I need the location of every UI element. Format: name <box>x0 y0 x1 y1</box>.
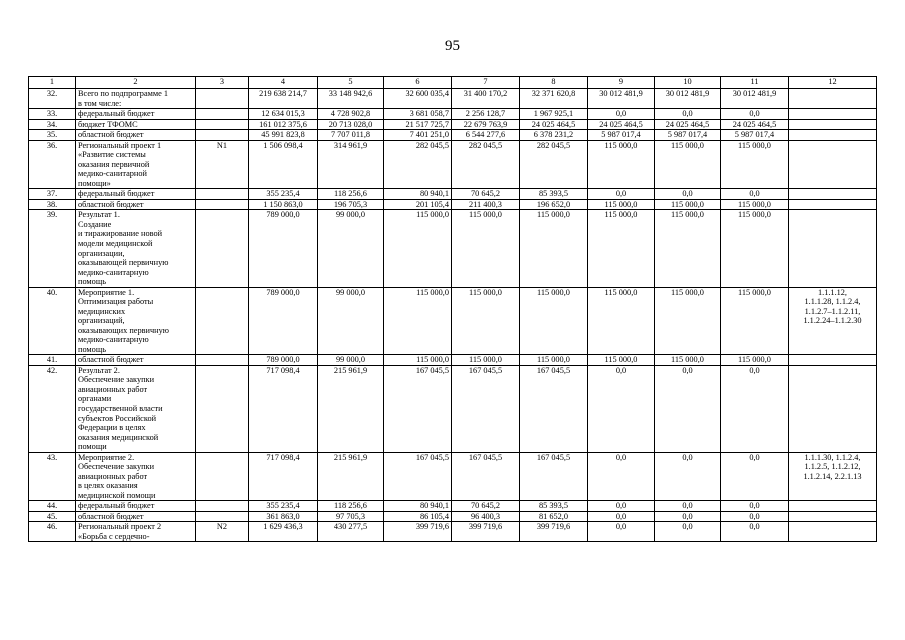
row-reference-cell <box>789 109 877 120</box>
value-cell: 115 000,0 <box>721 140 789 189</box>
row-code-cell <box>196 355 249 366</box>
value-cell: 115 000,0 <box>655 287 721 355</box>
header-cell: 2 <box>76 77 196 89</box>
value-cell: 80 940,1 <box>384 189 452 200</box>
value-cell: 115 000,0 <box>655 140 721 189</box>
value-cell: 115 000,0 <box>452 287 520 355</box>
table-row <box>29 140 877 189</box>
row-reference-cell <box>789 140 877 189</box>
header-cell: 3 <box>196 77 249 89</box>
value-cell: 115 000,0 <box>384 210 452 287</box>
value-cell: 85 393,5 <box>520 189 588 200</box>
value-cell: 118 256,6 <box>318 501 384 512</box>
value-cell: 282 045,5 <box>384 140 452 189</box>
value-cell: 115 000,0 <box>721 287 789 355</box>
value-cell: 45 991 823,8 <box>249 130 318 141</box>
table-row <box>29 210 877 287</box>
row-number-cell: 40. <box>29 287 76 355</box>
value-cell: 196 652,0 <box>520 199 588 210</box>
row-reference-cell <box>789 89 877 109</box>
table-row <box>29 287 877 355</box>
header-cell: 7 <box>452 77 520 89</box>
row-number-cell: 46. <box>29 522 76 542</box>
row-name-cell: областной бюджет <box>76 130 196 141</box>
row-number-cell: 37. <box>29 189 76 200</box>
row-reference-cell <box>789 522 877 542</box>
value-cell: 31 400 170,2 <box>452 89 520 109</box>
value-cell: 115 000,0 <box>721 199 789 210</box>
value-cell: 115 000,0 <box>721 210 789 287</box>
value-cell: 167 045,5 <box>520 365 588 452</box>
value-cell: 32 371 620,8 <box>520 89 588 109</box>
value-cell: 115 000,0 <box>588 199 655 210</box>
row-code-cell <box>196 89 249 109</box>
row-name-cell: Результат 1. Создание и тиражирование новой модели медицинской организации, оказывающей первичную медико-санитарную помощь <box>76 210 196 287</box>
row-name-cell: областной бюджет <box>76 355 196 366</box>
value-cell: 2 256 128,7 <box>452 109 520 120</box>
row-reference-cell <box>789 210 877 287</box>
value-cell: 399 719,6 <box>520 522 588 542</box>
value-cell: 215 961,9 <box>318 452 384 501</box>
row-reference-cell <box>789 189 877 200</box>
value-cell: 6 544 277,6 <box>452 130 520 141</box>
row-reference-cell: 1.1.1.30, 1.1.2.4, 1.1.2.5, 1.1.2.12, 1.1.2.14, 2.2.1.13 <box>789 452 877 501</box>
row-number-cell: 41. <box>29 355 76 366</box>
row-reference-cell <box>789 199 877 210</box>
value-cell: 0,0 <box>588 452 655 501</box>
value-cell: 33 148 942,6 <box>318 89 384 109</box>
value-cell: 30 012 481,9 <box>721 89 789 109</box>
value-cell: 0,0 <box>655 365 721 452</box>
row-name-cell: Региональный проект 1 «Развитие системы оказания первичной медико-санитарной помощи» <box>76 140 196 189</box>
row-name-cell: Региональный проект 2 «Борьба с сердечно- <box>76 522 196 542</box>
value-cell: 7 707 011,8 <box>318 130 384 141</box>
table-row <box>29 501 877 512</box>
value-cell: 24 025 464,5 <box>520 119 588 130</box>
table-row <box>29 511 877 522</box>
row-code-cell <box>196 130 249 141</box>
row-code-cell: N2 <box>196 522 249 542</box>
value-cell: 0,0 <box>721 511 789 522</box>
row-reference-cell <box>789 511 877 522</box>
value-cell: 99 000,0 <box>318 210 384 287</box>
value-cell: 115 000,0 <box>520 355 588 366</box>
value-cell: 115 000,0 <box>655 355 721 366</box>
value-cell: 0,0 <box>655 109 721 120</box>
value-cell: 211 400,3 <box>452 199 520 210</box>
value-cell: 0,0 <box>655 522 721 542</box>
table-row <box>29 355 877 366</box>
header-cell: 9 <box>588 77 655 89</box>
header-cell: 6 <box>384 77 452 89</box>
value-cell: 0,0 <box>588 501 655 512</box>
value-cell: 789 000,0 <box>249 355 318 366</box>
value-cell: 5 987 017,4 <box>721 130 789 141</box>
value-cell: 399 719,6 <box>384 522 452 542</box>
row-name-cell: Всего по подпрограмме 1 в том числе: <box>76 89 196 109</box>
header-cell: 10 <box>655 77 721 89</box>
row-number-cell: 45. <box>29 511 76 522</box>
value-cell: 0,0 <box>588 522 655 542</box>
row-reference-cell <box>789 130 877 141</box>
row-name-cell: федеральный бюджет <box>76 189 196 200</box>
value-cell: 32 600 035,4 <box>384 89 452 109</box>
header-cell: 11 <box>721 77 789 89</box>
row-name-cell: бюджет ТФОМС <box>76 119 196 130</box>
table-row <box>29 365 877 452</box>
header-cell: 12 <box>789 77 877 89</box>
page-number: 95 <box>445 38 460 54</box>
value-cell: 20 713 028,0 <box>318 119 384 130</box>
value-cell: 167 045,5 <box>452 452 520 501</box>
row-number-cell: 35. <box>29 130 76 141</box>
table-row <box>29 522 877 542</box>
value-cell: 1 150 863,0 <box>249 199 318 210</box>
value-cell: 167 045,5 <box>384 365 452 452</box>
value-cell: 21 517 725,7 <box>384 119 452 130</box>
row-code-cell <box>196 365 249 452</box>
value-cell: 30 012 481,9 <box>588 89 655 109</box>
value-cell: 282 045,5 <box>452 140 520 189</box>
value-cell: 24 025 464,5 <box>655 119 721 130</box>
row-reference-cell <box>789 501 877 512</box>
value-cell: 5 987 017,4 <box>588 130 655 141</box>
row-code-cell <box>196 287 249 355</box>
row-number-cell: 42. <box>29 365 76 452</box>
header-row <box>29 77 877 89</box>
table-row <box>29 189 877 200</box>
value-cell: 24 025 464,5 <box>588 119 655 130</box>
value-cell: 115 000,0 <box>384 355 452 366</box>
value-cell: 717 098,4 <box>249 365 318 452</box>
value-cell: 115 000,0 <box>384 287 452 355</box>
row-name-cell: Мероприятие 2. Обеспечение закупки авиационных работ в целях оказания медицинской помощи <box>76 452 196 501</box>
value-cell: 7 401 251,0 <box>384 130 452 141</box>
row-number-cell: 38. <box>29 199 76 210</box>
value-cell: 282 045,5 <box>520 140 588 189</box>
value-cell: 80 940,1 <box>384 501 452 512</box>
row-name-cell: Результат 2. Обеспечение закупки авиационных работ органами государственной власти субъектов Российской Федерации в целях оказания медицинской помощи <box>76 365 196 452</box>
value-cell: 3 681 058,7 <box>384 109 452 120</box>
value-cell: 99 000,0 <box>318 355 384 366</box>
value-cell: 0,0 <box>655 452 721 501</box>
value-cell: 430 277,5 <box>318 522 384 542</box>
value-cell: 399 719,6 <box>452 522 520 542</box>
budget-table <box>28 76 877 542</box>
row-code-cell <box>196 501 249 512</box>
row-name-cell: федеральный бюджет <box>76 109 196 120</box>
row-number-cell: 32. <box>29 89 76 109</box>
value-cell: 81 652,0 <box>520 511 588 522</box>
value-cell: 219 638 214,7 <box>249 89 318 109</box>
row-name-cell: Мероприятие 1. Оптимизация работы медицинских организаций, оказывающих первичную медико-санитарную помощь <box>76 287 196 355</box>
table-row <box>29 130 877 141</box>
value-cell: 0,0 <box>721 109 789 120</box>
value-cell: 96 400,3 <box>452 511 520 522</box>
value-cell: 0,0 <box>655 511 721 522</box>
value-cell: 115 000,0 <box>721 355 789 366</box>
value-cell: 85 393,5 <box>520 501 588 512</box>
row-code-cell <box>196 210 249 287</box>
value-cell: 115 000,0 <box>655 199 721 210</box>
row-number-cell: 43. <box>29 452 76 501</box>
row-code-cell <box>196 109 249 120</box>
value-cell: 0,0 <box>721 522 789 542</box>
header-cell: 1 <box>29 77 76 89</box>
value-cell: 167 045,5 <box>452 365 520 452</box>
table-row <box>29 199 877 210</box>
table-row <box>29 119 877 130</box>
row-number-cell: 36. <box>29 140 76 189</box>
row-reference-cell <box>789 365 877 452</box>
value-cell: 355 235,4 <box>249 501 318 512</box>
value-cell: 201 105,4 <box>384 199 452 210</box>
header-cell: 4 <box>249 77 318 89</box>
value-cell: 215 961,9 <box>318 365 384 452</box>
value-cell: 167 045,5 <box>384 452 452 501</box>
row-number-cell: 33. <box>29 109 76 120</box>
row-number-cell: 39. <box>29 210 76 287</box>
value-cell: 0,0 <box>721 365 789 452</box>
value-cell: 115 000,0 <box>520 287 588 355</box>
value-cell: 70 645,2 <box>452 189 520 200</box>
value-cell: 0,0 <box>721 452 789 501</box>
value-cell: 789 000,0 <box>249 210 318 287</box>
value-cell: 0,0 <box>721 189 789 200</box>
row-number-cell: 34. <box>29 119 76 130</box>
value-cell: 99 000,0 <box>318 287 384 355</box>
value-cell: 361 863,0 <box>249 511 318 522</box>
row-number-cell: 44. <box>29 501 76 512</box>
value-cell: 86 105,4 <box>384 511 452 522</box>
value-cell: 161 012 375,6 <box>249 119 318 130</box>
value-cell: 30 012 481,9 <box>655 89 721 109</box>
value-cell: 1 506 098,4 <box>249 140 318 189</box>
row-code-cell <box>196 189 249 200</box>
value-cell: 115 000,0 <box>520 210 588 287</box>
row-name-cell: областной бюджет <box>76 199 196 210</box>
value-cell: 97 705,3 <box>318 511 384 522</box>
value-cell: 115 000,0 <box>655 210 721 287</box>
row-name-cell: федеральный бюджет <box>76 501 196 512</box>
value-cell: 22 679 763,9 <box>452 119 520 130</box>
value-cell: 5 987 017,4 <box>655 130 721 141</box>
value-cell: 0,0 <box>588 511 655 522</box>
value-cell: 0,0 <box>588 109 655 120</box>
value-cell: 115 000,0 <box>588 140 655 189</box>
row-code-cell <box>196 199 249 210</box>
value-cell: 4 728 902,8 <box>318 109 384 120</box>
value-cell: 24 025 464,5 <box>721 119 789 130</box>
value-cell: 1 629 436,3 <box>249 522 318 542</box>
value-cell: 115 000,0 <box>588 210 655 287</box>
value-cell: 70 645,2 <box>452 501 520 512</box>
value-cell: 115 000,0 <box>588 355 655 366</box>
header-cell: 5 <box>318 77 384 89</box>
value-cell: 115 000,0 <box>452 210 520 287</box>
value-cell: 0,0 <box>588 365 655 452</box>
value-cell: 0,0 <box>655 501 721 512</box>
value-cell: 355 235,4 <box>249 189 318 200</box>
row-code-cell: N1 <box>196 140 249 189</box>
value-cell: 1 967 925,1 <box>520 109 588 120</box>
value-cell: 167 045,5 <box>520 452 588 501</box>
value-cell: 12 634 015,3 <box>249 109 318 120</box>
row-reference-cell: 1.1.1.12, 1.1.1.28, 1.1.2.4, 1.1.2.7–1.1.2.11, 1.1.2.24–1.1.2.30 <box>789 287 877 355</box>
value-cell: 6 378 231,2 <box>520 130 588 141</box>
value-cell: 0,0 <box>655 189 721 200</box>
value-cell: 0,0 <box>721 501 789 512</box>
row-code-cell <box>196 119 249 130</box>
row-name-cell: областной бюджет <box>76 511 196 522</box>
row-code-cell <box>196 511 249 522</box>
header-cell: 8 <box>520 77 588 89</box>
table-row <box>29 109 877 120</box>
table-row <box>29 452 877 501</box>
row-reference-cell <box>789 355 877 366</box>
value-cell: 789 000,0 <box>249 287 318 355</box>
value-cell: 196 705,3 <box>318 199 384 210</box>
table-row <box>29 89 877 109</box>
value-cell: 717 098,4 <box>249 452 318 501</box>
value-cell: 115 000,0 <box>588 287 655 355</box>
row-code-cell <box>196 452 249 501</box>
value-cell: 314 961,9 <box>318 140 384 189</box>
value-cell: 115 000,0 <box>452 355 520 366</box>
value-cell: 118 256,6 <box>318 189 384 200</box>
value-cell: 0,0 <box>588 189 655 200</box>
row-reference-cell <box>789 119 877 130</box>
